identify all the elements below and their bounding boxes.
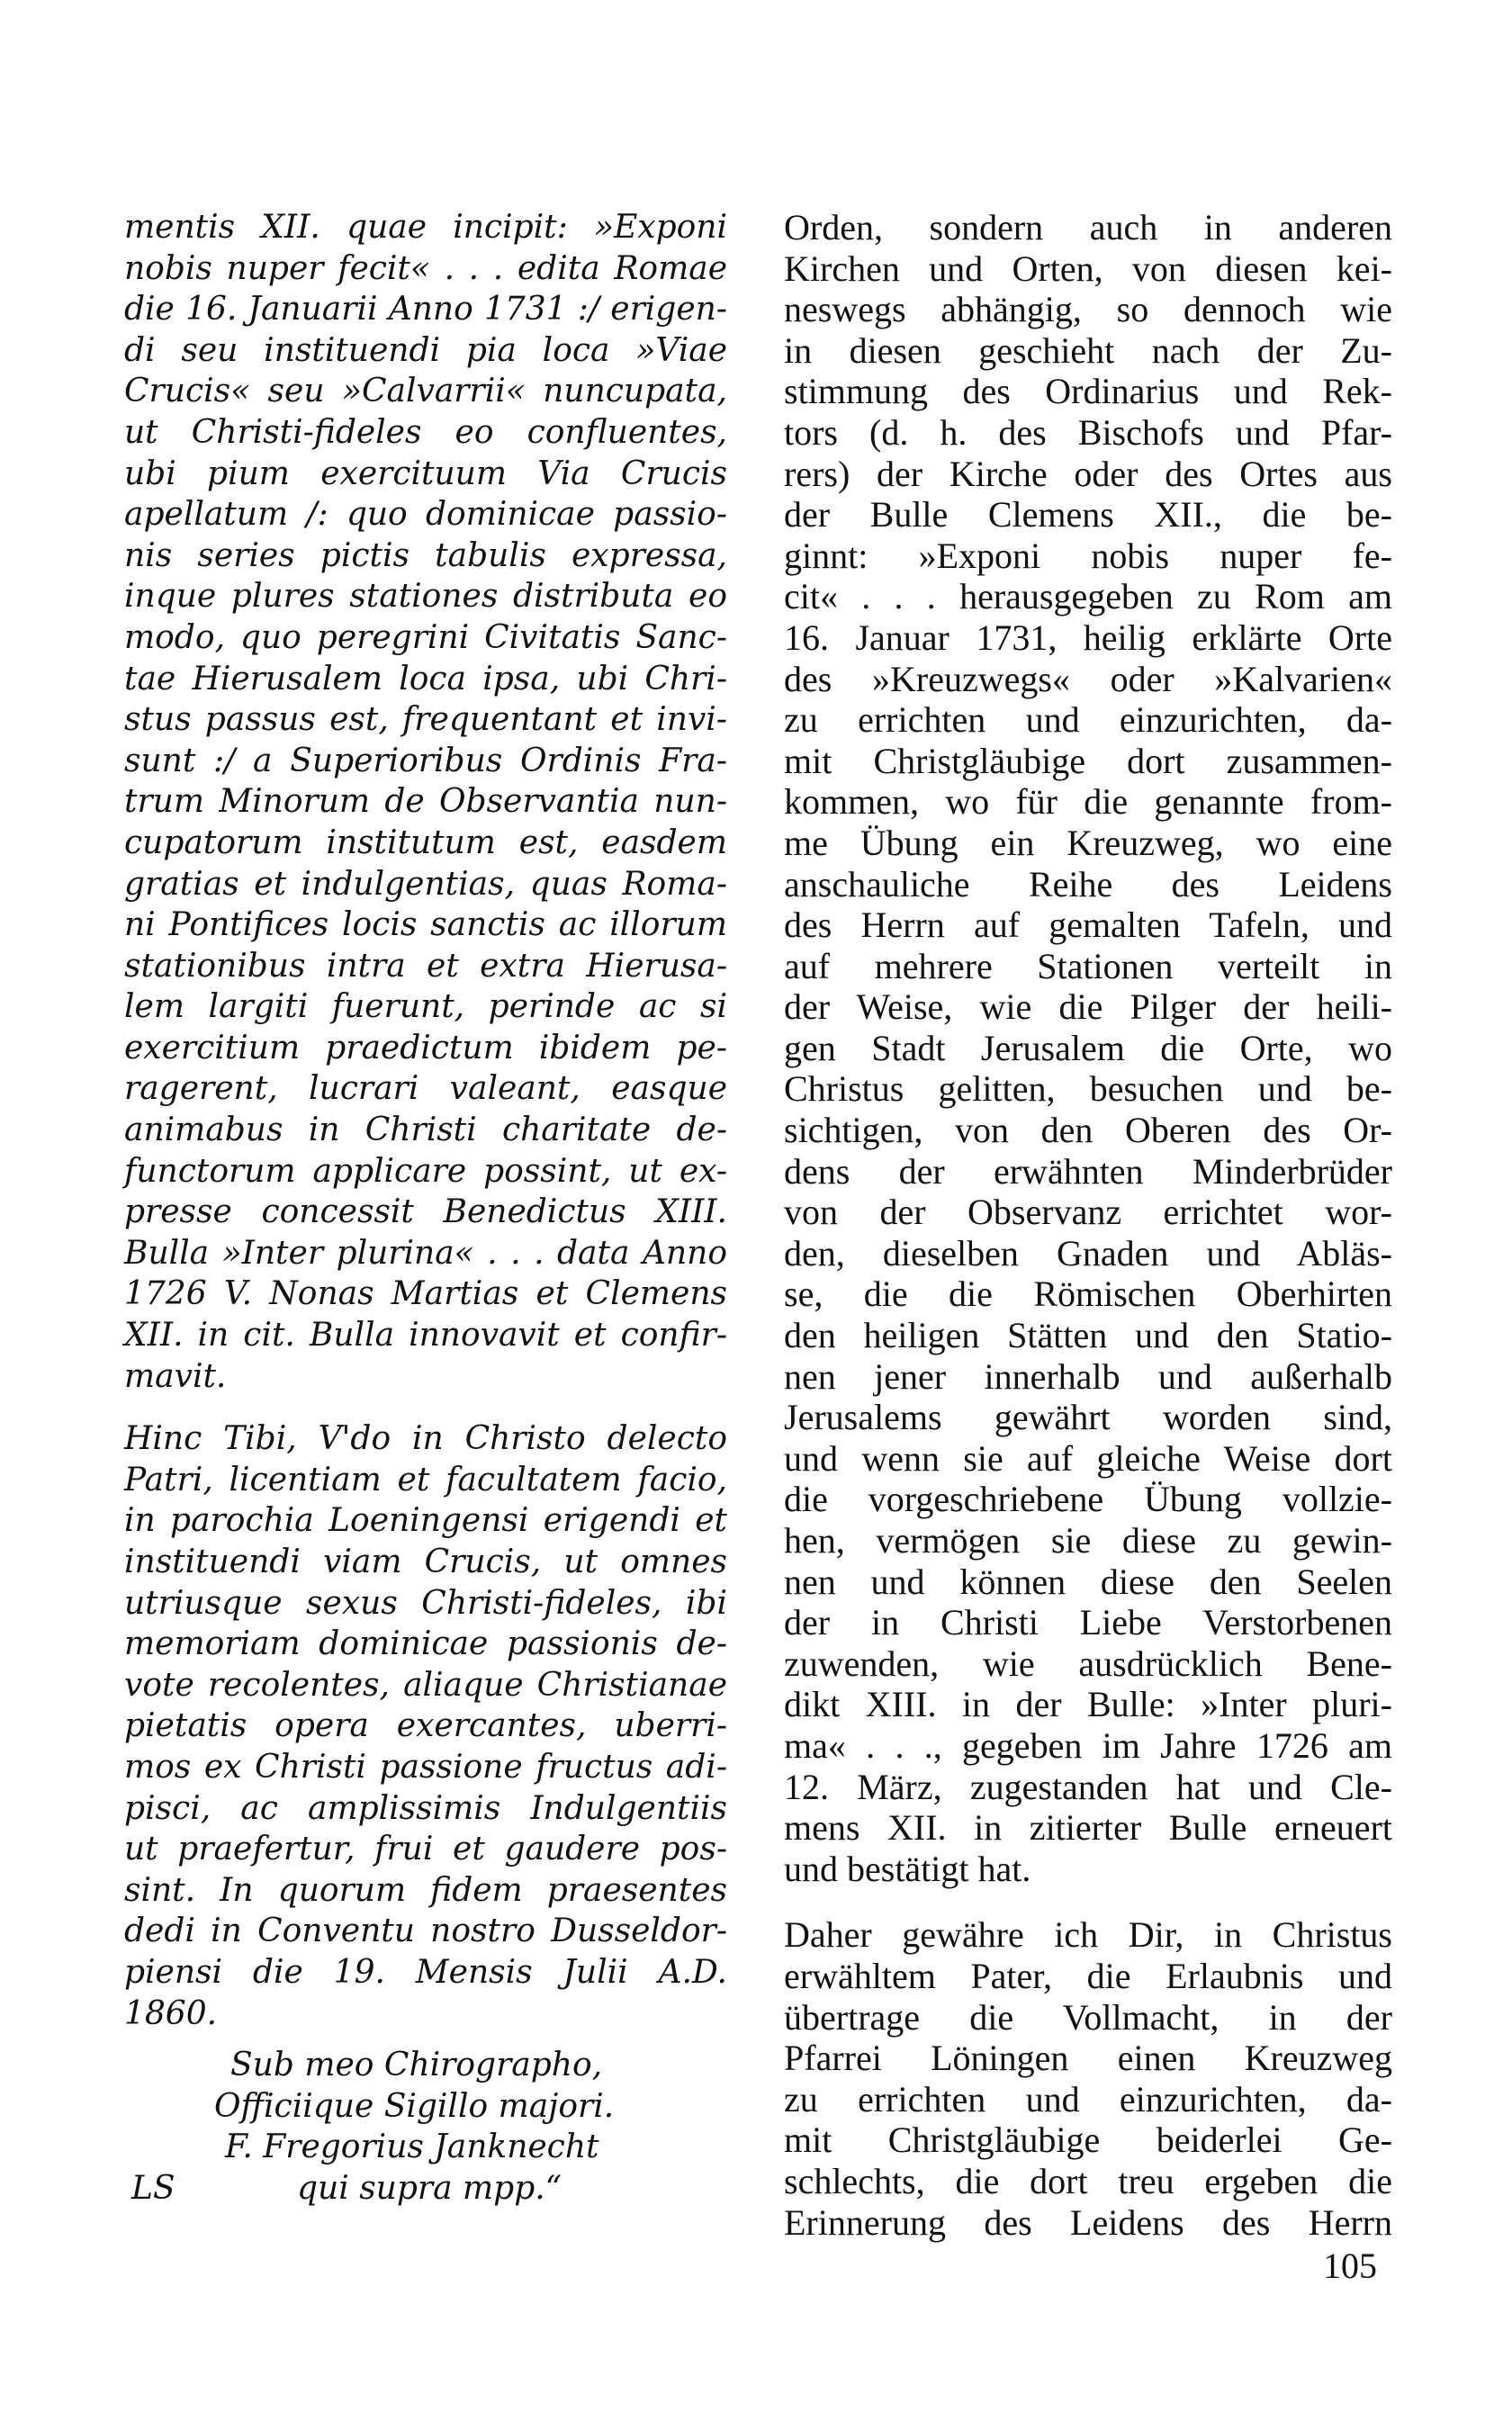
german-paragraph-1 <box>784 207 1392 1889</box>
text-line: Erinnerung des Leidens des Herrn <box>784 2201 1392 2243</box>
latin-column <box>124 207 727 2032</box>
text-line: di seu instituendi pia loca »Viae <box>124 331 727 369</box>
text-line: vote recolentes, aliaque Christianae <box>124 1666 727 1704</box>
text-line: animabus in Christi charitate de- <box>124 1112 727 1149</box>
text-line: den, dieselben Gnaden und Abläs- <box>784 1232 1392 1274</box>
text-line: nobis nuper fecit« . . . edita Romae <box>124 249 727 287</box>
text-line: ubi pium exercituum Via Crucis <box>124 454 727 492</box>
text-line: Orden, sondern auch in anderen <box>784 207 1392 248</box>
text-line: mavit. <box>124 1357 227 1395</box>
text-line: piensi die 19. Mensis Julii A.D. 1860. <box>124 1953 727 2032</box>
text-line: pietatis opera exercantes, uberri- <box>124 1707 727 1745</box>
text-line: Jerusalems gewährt worden sind, <box>784 1397 1392 1438</box>
text-line: Hinc Tibi, V'do in Christo delecto <box>124 1420 727 1458</box>
text-line: ginnt: »Exponi nobis nuper fe- <box>784 535 1392 576</box>
text-line: instituendi viam Crucis, ut omnes <box>124 1544 727 1580</box>
paragraph-gap <box>124 1397 727 1418</box>
text-line: ma« . . ., gegeben im Jahre 1726 am <box>784 1724 1392 1766</box>
text-line: 12. März, zugestanden hat und Cle- <box>784 1766 1392 1807</box>
paragraph-gap <box>784 1889 1392 1914</box>
text-line: in diesen geschieht nach der Zu- <box>784 329 1392 371</box>
text-line: tae Hierusalem loca ipsa, ubi Chri- <box>124 660 727 698</box>
german-paragraph-2 <box>784 1914 1392 2243</box>
text-line: ragerent, lucrari valeant, easque <box>124 1070 727 1108</box>
text-line: exercitium praedictum ibidem pe- <box>124 1029 727 1066</box>
text-line: nen und können diese den Seelen <box>784 1561 1392 1602</box>
text-line: inque plures stationes distributa eo <box>124 578 727 616</box>
text-line: die 16. Januarii Anno 1731 :/ erigen- <box>124 291 727 328</box>
text-line: der Weise, wie die Pilger der heili- <box>784 986 1392 1028</box>
text-line: zuwenden, wie ausdrücklich Bene- <box>784 1642 1392 1684</box>
signature-line-4-text: qui supra mpp.“ <box>297 2169 562 2207</box>
text-line: me Übung ein Kreuzweg, wo eine <box>784 822 1392 863</box>
text-line: lem largiti fuerunt, perinde ac si <box>124 988 727 1026</box>
text-line: ut praefertur, frui et gaudere pos- <box>124 1831 727 1868</box>
text-line: presse concessit Benedictus XIII. <box>124 1193 727 1231</box>
text-line: stus passus est, frequentant et invi- <box>124 701 727 739</box>
text-line: utriusque sexus Christi-fideles, ibi <box>124 1584 727 1622</box>
text-line: den heiligen Stätten und den Statio- <box>784 1315 1392 1356</box>
text-line: Daher gewähre ich Dir, in Christus <box>784 1914 1392 1956</box>
text-line: in parochia Loeningensi erigendi et <box>124 1502 727 1540</box>
text-line: der in Christi Liebe Verstorbenen <box>784 1602 1392 1643</box>
text-line: und wenn sie auf gleiche Weise dort <box>784 1437 1392 1479</box>
text-line: der Bulle Clemens XII., die be- <box>784 494 1392 536</box>
text-line: cupatorum institutum est, easdem <box>124 824 727 861</box>
signature-line-1: Sub meo Chirographo, <box>230 2047 603 2084</box>
text-line: übertrage die Vollmacht, in der <box>784 1996 1392 2038</box>
text-line: stationibus intra et extra Hierusa- <box>124 947 727 985</box>
text-line: anschauliche Reihe des Leidens <box>784 863 1392 904</box>
text-line: kommen, wo für die genannte from- <box>784 781 1392 823</box>
text-line: gratias et indulgentias, quas Roma- <box>124 865 727 903</box>
text-line: ni Pontifices locis sanctis ac illorum <box>124 906 727 944</box>
text-line: Christus gelitten, besuchen und be- <box>784 1068 1392 1110</box>
text-line: sint. In quorum fidem praesentes <box>124 1871 727 1909</box>
text-line: nen jener innerhalb und außerhalb <box>784 1355 1392 1397</box>
text-line: schlechts, die dort treu ergeben die <box>784 2160 1392 2201</box>
text-line: mit Christgläubige dort zusammen- <box>784 740 1392 781</box>
text-line: hen, vermögen sie diese zu gewin- <box>784 1520 1392 1561</box>
text-line: dedi in Conventu nostro Dusseldor- <box>124 1912 727 1950</box>
text-line: dens der erwähnten Minderbrüder <box>784 1150 1392 1192</box>
text-line: pisci, ac amplissimis Indulgentiis <box>124 1789 727 1827</box>
text-line: die vorgeschriebene Übung vollzie- <box>784 1479 1392 1520</box>
text-line: se, die die Römischen Oberhirten <box>784 1274 1392 1315</box>
text-line: von der Observanz errichtet wor- <box>784 1192 1392 1233</box>
text-line: stimmung des Ordinarius und Rek- <box>784 371 1392 412</box>
latin-paragraph-2 <box>124 1418 727 2032</box>
text-line: mentis XII. quae incipit: »Exponi <box>124 209 727 246</box>
text-line: trum Minorum de Observantia nun- <box>124 783 727 821</box>
text-line: nis series pictis tabulis expressa, <box>124 536 727 574</box>
text-line: mos ex Christi passione fructus adi- <box>124 1748 727 1786</box>
text-line: mit Christgläubige beiderlei Ge- <box>784 2120 1392 2161</box>
text-line: modo, quo peregrini Civitatis Sanc- <box>124 618 727 656</box>
text-line: des Herrn auf gemalten Tafeln, und <box>784 904 1392 946</box>
signature-line-4 <box>124 2168 727 2210</box>
text-line: zu errichten und einzurichten, da- <box>784 699 1392 741</box>
text-line: Pfarrei Löningen einen Kreuzweg <box>784 2038 1392 2079</box>
text-line: apellatum /: quo dominicae passio- <box>124 496 727 534</box>
locus-sigilli-mark: LS <box>131 2169 176 2207</box>
text-line: ut Christi-fideles eo confluentes, <box>124 413 727 451</box>
text-line: sichtigen, von den Oberen des Or- <box>784 1110 1392 1151</box>
text-line: und bestätigt hat. <box>784 1848 1031 1889</box>
text-line: erwähltem Pater, die Erlaubnis und <box>784 1955 1392 1996</box>
text-line: Crucis« seu »Calvarrii« nuncupata, <box>124 373 727 410</box>
text-line: functorum applicare possint, ut ex- <box>124 1152 727 1190</box>
text-line: 16. Januar 1731, heilig erklärte Orte <box>784 616 1392 658</box>
text-line: memoriam dominicae passionis de- <box>124 1625 727 1663</box>
text-line: zu errichten und einzurichten, da- <box>784 2078 1392 2120</box>
text-line: XII. in cit. Bulla innovavit et confir- <box>124 1317 727 1354</box>
text-line: rers) der Kirche oder des Ortes aus <box>784 453 1392 494</box>
text-line: cit« . . . herausgegeben zu Rom am <box>784 576 1392 617</box>
text-line: Kirchen und Orten, von diesen kei- <box>784 248 1392 289</box>
text-line: des »Kreuzwegs« oder »Kalvarien« <box>784 658 1392 699</box>
text-line: Patri, licentiam et facultatem facio, <box>124 1461 727 1498</box>
signature-block <box>124 2045 727 2209</box>
signature-line-3: F. Fregorius Janknecht <box>225 2128 599 2166</box>
text-line: gen Stadt Jerusalem die Orte, wo <box>784 1027 1392 1068</box>
text-line: 1726 V. Nonas Martias et Clemens <box>124 1275 727 1313</box>
latin-paragraph-1 <box>124 207 727 1397</box>
text-line: tors (d. h. des Bischofs und Pfar- <box>784 411 1392 453</box>
text-line: mens XII. in zitierter Bulle erneuert <box>784 1807 1392 1849</box>
text-line: auf mehrere Stationen verteilt in <box>784 945 1392 986</box>
text-line: dikt XIII. in der Bulle: »Inter pluri- <box>784 1684 1392 1725</box>
german-column <box>784 207 1392 2243</box>
page-number: 105 <box>1323 2246 1377 2286</box>
text-line: neswegs abhängig, so dennoch wie <box>784 289 1392 330</box>
text-line: Bulla »Inter plurina« . . . data Anno <box>124 1234 727 1272</box>
signature-line-2: Officiique Sigillo majori. <box>214 2087 615 2125</box>
text-line: sunt :/ a Superioribus Ordinis Fra- <box>124 742 727 779</box>
